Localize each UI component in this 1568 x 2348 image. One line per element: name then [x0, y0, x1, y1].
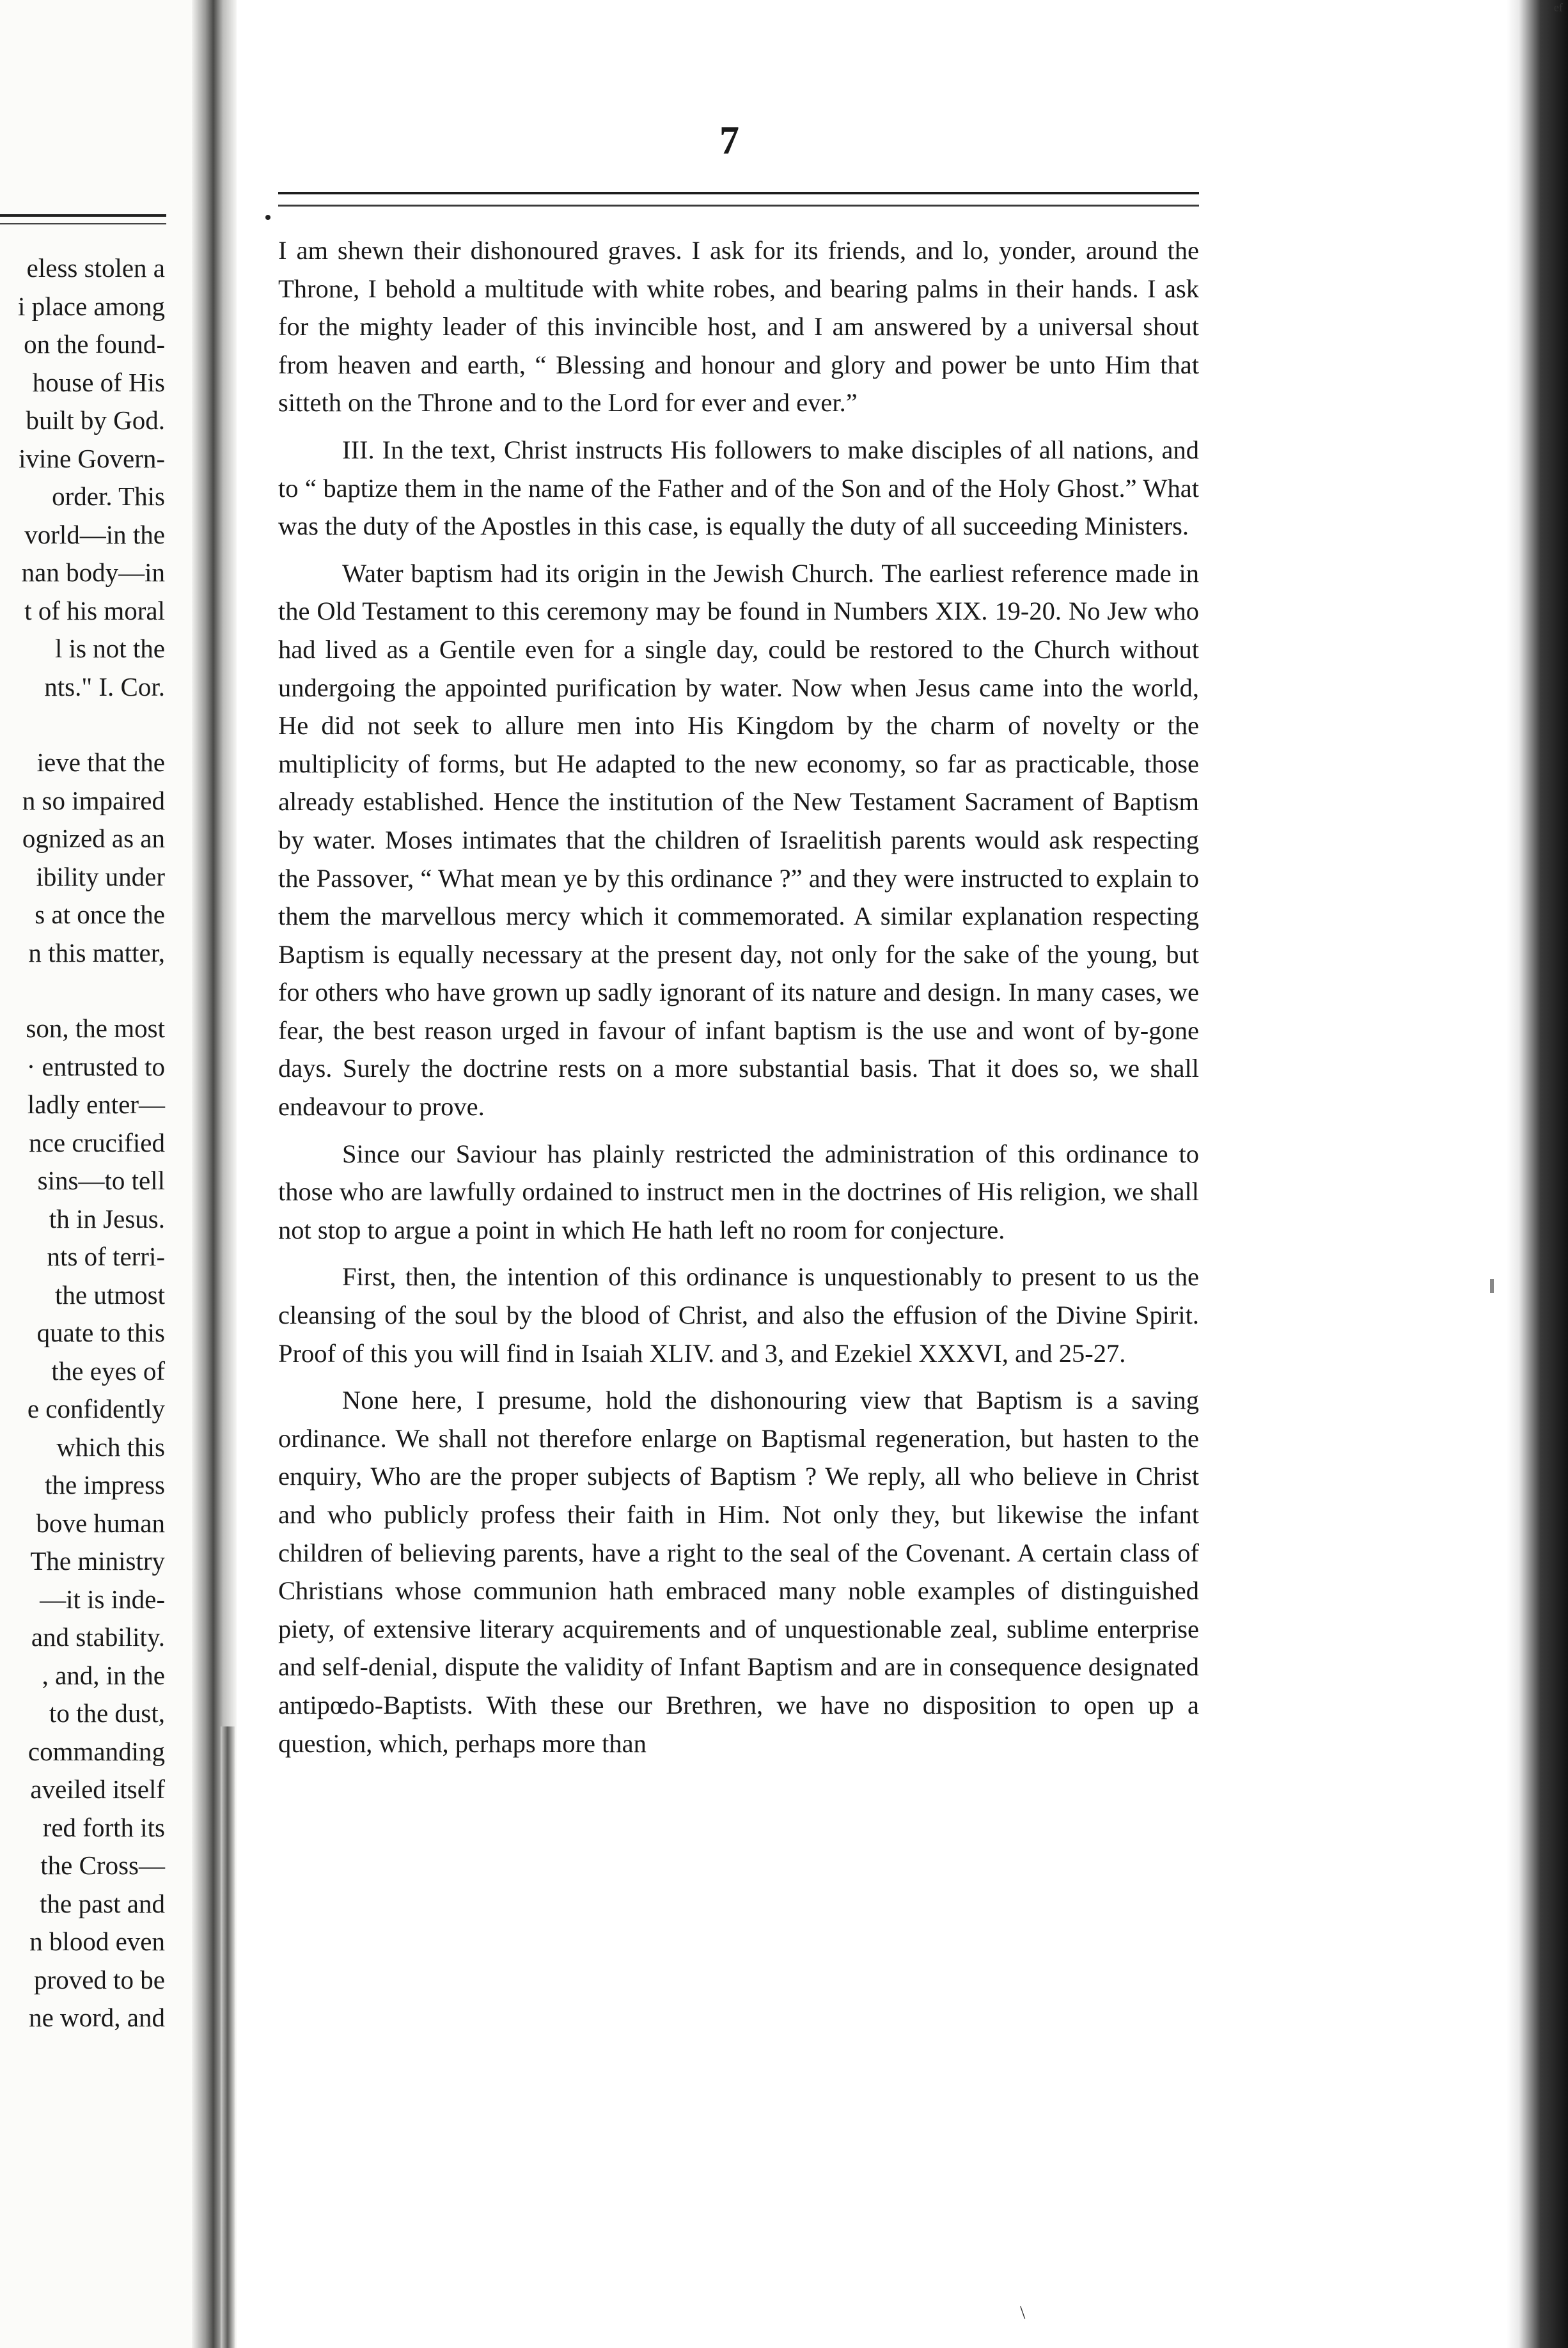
left-page-fragment [0, 0, 192, 2348]
left-column-line: n so impaired [22, 785, 165, 815]
left-column-line: the Cross— [40, 1851, 165, 1880]
left-column-line: the impress [45, 1470, 165, 1499]
left-column-line: nts of terri- [47, 1242, 165, 1271]
left-column-line: ognized as an [22, 824, 165, 853]
left-column-line: nts." I. Cor. [44, 671, 165, 701]
left-column-line: the utmost [55, 1280, 165, 1310]
left-column-line: vorld—in the [24, 519, 165, 549]
left-column-line: red forth its [42, 1812, 165, 1842]
left-column-line: ivine Govern- [19, 443, 165, 473]
left-column-line: The ministry [30, 1546, 165, 1576]
header-double-rule [278, 192, 1199, 207]
right-page-edge [1507, 0, 1568, 2348]
left-column-line: sins—to tell [37, 1166, 165, 1195]
paragraph-4: Since our Saviour has plainly restricted the administration of this ordinance to those who are lawfully ordained to instruct men in the doctrines of His religion, we shall not stop to argue a point in which He hath left no room for conjecture. [278, 1139, 1199, 1244]
left-column-line: —it is inde- [40, 1584, 165, 1614]
paragraph-1: I am shewn their dishonoured graves. I ask for its friends, and lo, yonder, around the Throne, I behold a multitude with white robes, and bearing palms in their hands. I ask for the mighty leader of this invincible host, and I am answered by a universal shout from heaven and earth, “ Blessing and honour and glory and power be unto Him that sitteth on the Throne and to the Lord for ever and ever.” [278, 236, 1199, 418]
left-column-line: t of his moral [24, 595, 165, 625]
left-column-line: ne word, and [29, 2003, 165, 2032]
left-column-line: n blood even [29, 1927, 165, 1956]
left-column-line: the past and [40, 1888, 165, 1918]
left-column-line: bove human [36, 1508, 165, 1538]
paragraph-5: First, then, the intention of this ordinance is unquestionably to present to us the cleansing of the soul by the blood of Christ, and also the effusion of the Divine Spirit. Proof of this you will find in Isaiah XLIV. and 3, and Ezekiel XXXVI, and 25-27. [278, 1262, 1199, 1368]
left-column-line: aveiled itself [30, 1774, 165, 1804]
left-column-line: n this matter, [28, 937, 165, 967]
left-column-line: i place among [18, 291, 165, 321]
body-text [278, 231, 1199, 1771]
book-gutter-shadow [221, 1726, 235, 2348]
main-page [237, 0, 1507, 2348]
left-column-line: s at once the [35, 900, 165, 929]
stray-ink-mark: \ [1020, 2302, 1026, 2323]
paragraph-6: None here, I presume, hold the dishonouring view that Baptism is a saving ordinance. We shall not therefore enlarge on Baptismal regeneration, but hasten to the enquiry, Who are the proper subjects of Baptism ? We reply, all who believe in Christ and who publicly profess their faith in Him. Not only they, but likewise the infant children of believing parents, have a right to the seal of the Covenant. A certain class of Christians whose communion hath embraced many noble examples of distinguished piety, of extensive literary acquirements and of unquestionable zeal, sublime enterprise and self-denial, dispute the validity of Infant Baptism and are in consequence designated antipœdo-Baptists. With these our Brethren, we have no disposition to open up a question, which, perhaps more than [278, 1386, 1199, 1758]
page-number: 7 [719, 119, 739, 162]
paragraph-3: Water baptism had its origin in the Jewish Church. The earliest reference made in the Old Testament to this ceremony may be found in Numbers XIX. 19-20. No Jew who had lived as a Gentile even for a single day, could be restored to the Church without undergoing the appointed purification by water. Now when Jesus came into the world, He did not seek to allure men into His Kingdom by the charm of novelty or the multiplicity of forms, but He adapted to the new economy, so far as practicable, those already established. Hence the institution of the New Testament Sacrament of Baptism by water. Moses intimates that the children of Israelitish parents would ask respecting the Passover, “ What mean ye by this ordinance ?” and they were instructed to explain to them the marvellous mercy which it commemorated. A similar explanation respecting Baptism is equally necessary at the present day, not only for the sake of the young, but for others who have grown up sadly ignorant of its nature and design. In many cases, we fear, the best reason urged in favour of infant baptism is the use and wont of by-gone days. Surely the doctrine rests on a more substantial basis. That it does so, we shall endeavour to prove. [278, 558, 1199, 1122]
left-column-line: nan body—in [21, 558, 165, 587]
margin-dot [265, 215, 270, 220]
left-column-line [0, 706, 165, 744]
left-column-line: and stability. [31, 1622, 165, 1652]
left-column-line: , and, in the [42, 1660, 165, 1690]
left-column-line: to the dust, [49, 1698, 165, 1728]
left-column-line: quate to this [36, 1318, 165, 1347]
left-column-line: l is not the [55, 634, 165, 663]
left-column-line: which this [56, 1432, 165, 1462]
left-column-line: built by God. [26, 405, 165, 435]
left-column-line: ibility under [36, 861, 165, 891]
left-page-rule [0, 214, 166, 224]
left-column-line: nce crucified [29, 1127, 165, 1157]
left-column-line: order. This [52, 481, 165, 511]
left-column-line: th in Jesus. [49, 1203, 165, 1233]
left-column-line [0, 972, 165, 1010]
left-column-line: son, the most [26, 1014, 165, 1043]
left-column-line: e confidently [27, 1394, 165, 1423]
left-column-line: ladly enter— [27, 1090, 165, 1119]
left-column-text [0, 249, 165, 2037]
left-column-line: · entrusted to [26, 1051, 165, 1081]
corner-ink-mark: ᵉᶠ [1554, 0, 1563, 21]
left-column-line: proved to be [34, 1964, 165, 1994]
left-column-line: eless stolen a [26, 253, 165, 283]
left-column-line: house of His [32, 367, 165, 397]
left-column-line: ieve that the [36, 747, 165, 777]
paragraph-2: III. In the text, Christ instructs His followers to make disciples of all nations, and to “ baptize them in the name of the Father and of the Son and of the Holy Ghost.” What was the duty of the Apostles in this case, is equally the duty of all succeeding Ministers. [278, 435, 1199, 541]
left-column-line: on the found- [24, 329, 165, 359]
left-column-line: commanding [27, 1736, 165, 1766]
margin-speck [1490, 1279, 1494, 1293]
left-column-line: the eyes of [51, 1356, 165, 1386]
